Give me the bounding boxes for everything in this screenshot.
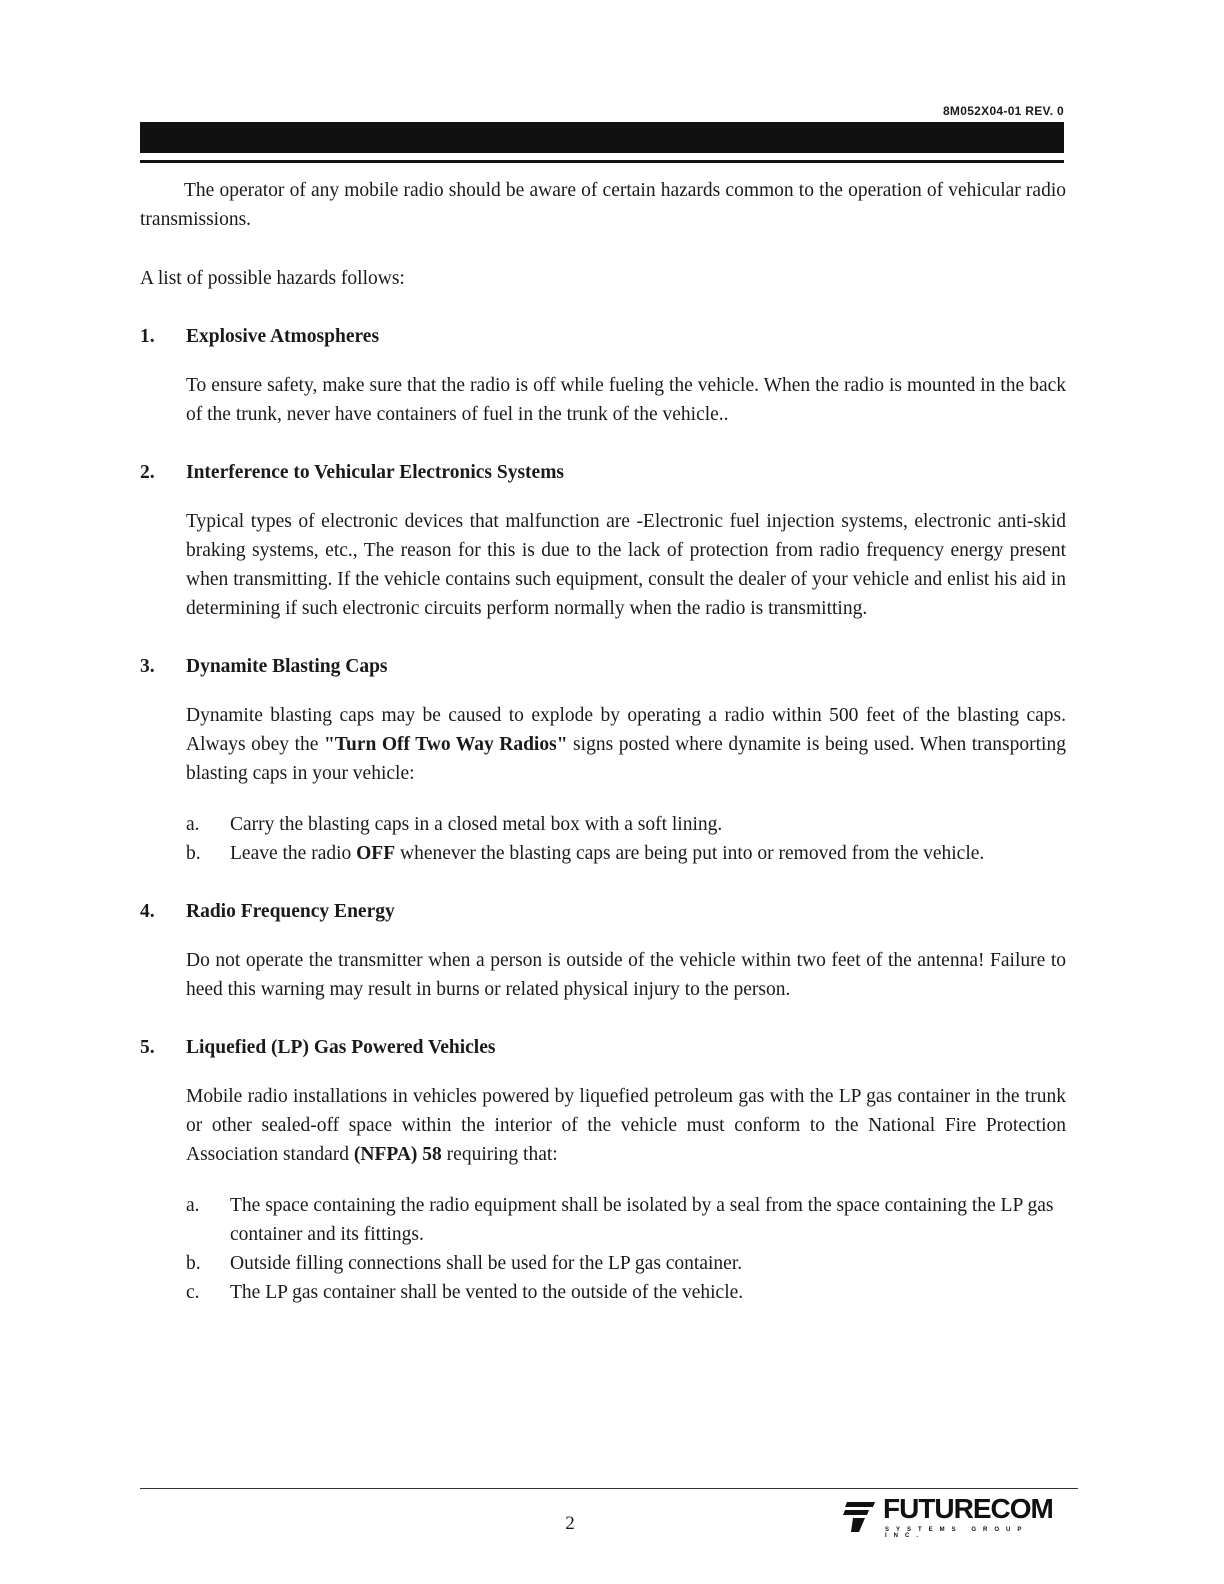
section-title: Explosive Atmospheres (186, 326, 380, 347)
section-title: Dynamite Blasting Caps (186, 656, 388, 677)
body-text: requiring that: (441, 1144, 558, 1165)
section-title: Liquefied (LP) Gas Powered Vehicles (186, 1037, 496, 1058)
section-body (186, 701, 1066, 788)
futurecom-logo-icon (843, 1496, 877, 1536)
header-bar (140, 122, 1064, 153)
intro-paragraph: The operator of any mobile radio should be aware of certain hazards common to the operation of vehicular radio transmissions. (140, 180, 1066, 230)
footer-rule (140, 1488, 1078, 1489)
section-heading (140, 652, 1066, 681)
list-item (186, 839, 1066, 868)
page-number: 2 (565, 1513, 575, 1534)
item-text: whenever the blasting caps are being put into or removed from the vehicle. (395, 843, 985, 864)
header-rule (140, 160, 1064, 163)
section-number: 1. (140, 326, 155, 347)
section-title: Radio Frequency Energy (186, 901, 395, 922)
item-text: Outside filling connections shall be used for the LP gas container. (230, 1253, 743, 1274)
body-text: Dynamite blasting caps may be caused to explode by operating a radio within 500 feet of the blasting caps. Always obey the (186, 705, 1066, 755)
section-dynamite-blasting-caps (140, 652, 1066, 868)
section-body (186, 1082, 1066, 1169)
section-number: 2. (140, 462, 155, 483)
standard-reference: (NFPA) 58 (353, 1144, 442, 1165)
item-letter: a. (186, 1195, 200, 1216)
body-text: signs posted where dynamite is being used. When transporting blasting caps in your vehicle: (186, 734, 1066, 784)
item-text: Leave the radio (230, 843, 357, 864)
section-title: Interference to Vehicular Electronics Systems (186, 462, 565, 483)
page-content (140, 176, 1066, 1307)
sub-list (186, 810, 1066, 868)
item-text: Carry the blasting caps in a closed metal box with a soft lining. (230, 814, 723, 835)
sign-text: "Turn Off Two Way Radios" (323, 734, 568, 755)
logo-wordmark: FUTURECOM (883, 1493, 1053, 1524)
section-number: 5. (140, 1037, 155, 1058)
item-letter: c. (186, 1282, 200, 1303)
list-item (186, 1278, 1066, 1307)
section-heading (140, 322, 1066, 351)
section-body: To ensure safety, make sure that the radio is off while fueling the vehicle. When the radio is mounted in the back of the trunk, never have containers of fuel in the trunk of the vehicle.. (186, 375, 1066, 425)
list-item (186, 1249, 1066, 1278)
list-item (186, 1191, 1066, 1249)
section-body: Do not operate the transmitter when a person is outside of the vehicle within two feet of the antenna! Failure to heed this warning may result in burns or related physical injury to the person. (186, 950, 1066, 1000)
section-number: 4. (140, 901, 155, 922)
section-heading (140, 897, 1066, 926)
futurecom-logo (843, 1492, 1053, 1542)
list-item (186, 810, 1066, 839)
section-lp-gas-vehicles (140, 1033, 1066, 1307)
section-number: 3. (140, 656, 155, 677)
logo-subtext: SYSTEMS GROUP INC. (885, 1527, 1029, 1539)
section-explosive-atmospheres (140, 322, 1066, 429)
item-text: The LP gas container shall be vented to the outside of the vehicle. (230, 1282, 744, 1303)
item-text: The space containing the radio equipment shall be isolated by a seal from the space containing the LP gas container and its fittings. (230, 1195, 1054, 1245)
section-heading (140, 1033, 1066, 1062)
section-interference-electronics (140, 458, 1066, 623)
item-letter: b. (186, 843, 201, 864)
item-letter: b. (186, 1253, 201, 1274)
item-letter: a. (186, 814, 200, 835)
section-radio-frequency-energy (140, 897, 1066, 1004)
sub-list (186, 1191, 1066, 1307)
section-body: Typical types of electronic devices that malfunction are -Electronic fuel injection systems, electronic anti-skid braking systems, etc., The reason for this is due to the lack of protection from radio frequency energy present when transmitting. If the vehicle contains such equipment, consult the dealer of your vehicle and enlist his aid in determining if such electronic circuits perform normally when the radio is transmitting. (186, 511, 1066, 619)
hazard-list-intro: A list of possible hazards follows: (140, 268, 405, 289)
section-heading (140, 458, 1066, 487)
document-number: 8M052X04-01 REV. 0 (942, 104, 1064, 118)
body-text: Mobile radio installations in vehicles powered by liquefied petroleum gas with the LP gas container in the trunk or other sealed-off space within the interior of the vehicle must conform to the National Fire Protection Association standard (186, 1086, 1066, 1165)
item-emphasis: OFF (356, 843, 396, 864)
